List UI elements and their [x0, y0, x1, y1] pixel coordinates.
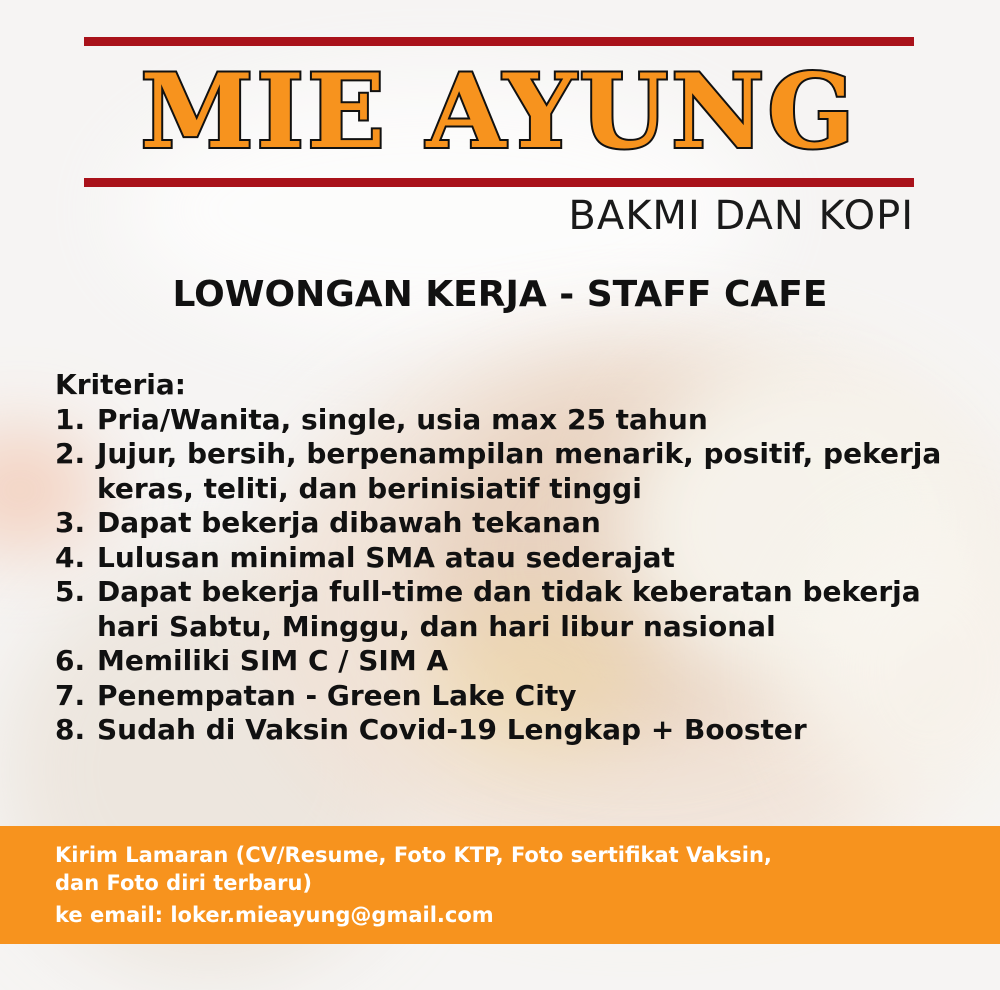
criteria-item-text: Sudah di Vaksin Covid-19 Lengkap + Booster [97, 713, 807, 746]
criteria-item-text: Jujur, bersih, berpenampilan menarik, positif, pekerja keras, teliti, dan berinisiatif tinggi [97, 437, 942, 505]
criteria-item-number: 4. [55, 540, 86, 574]
criteria-item [55, 403, 985, 438]
criteria-item-number: 7. [55, 678, 86, 712]
criteria-item [55, 679, 985, 714]
job-title: LOWONGAN KERJA - STAFF CAFE [172, 274, 828, 315]
criteria-item [55, 541, 985, 576]
application-email: ke email: loker.mieayung@gmail.com [55, 903, 494, 927]
criteria-item-number: 8. [55, 713, 86, 746]
criteria-item-text: Memiliki SIM C / SIM A [97, 644, 449, 677]
criteria-item-text: Penempatan - Green Lake City [97, 678, 577, 712]
criteria-item-text: Dapat bekerja full-time dan tidak keberatan bekerja hari Sabtu, Minggu, dan hari libur nasional [97, 575, 921, 643]
criteria-list [55, 403, 985, 748]
application-banner [0, 826, 1000, 944]
criteria-item-text: Dapat bekerja dibawah tekanan [97, 506, 601, 539]
criteria-item [55, 437, 985, 506]
criteria-item [55, 575, 985, 644]
criteria-item-number: 1. [55, 402, 86, 436]
criteria-item-text: Lulusan minimal SMA atau sederajat [97, 540, 675, 574]
brand-bottom-rule [84, 178, 914, 187]
criteria-item-number: 2. [55, 437, 86, 470]
application-instructions-line: dan Foto diri terbaru) [55, 871, 313, 895]
criteria-item-number: 3. [55, 506, 86, 539]
criteria-item [55, 713, 985, 748]
brand-tagline: BAKMI DAN KOPI [568, 193, 914, 239]
criteria-item-number: 5. [55, 575, 86, 608]
criteria-section [55, 368, 985, 748]
criteria-item-number: 6. [55, 644, 86, 677]
brand-name: MIE AYUNG [140, 52, 858, 172]
criteria-item [55, 644, 985, 679]
brand-top-rule [84, 37, 914, 46]
application-instructions-line: Kirim Lamaran (CV/Resume, Foto KTP, Foto sertifikat Vaksin, [55, 843, 772, 867]
criteria-item-text: Pria/Wanita, single, usia max 25 tahun [97, 402, 708, 436]
criteria-item [55, 506, 985, 541]
criteria-heading: Kriteria: [55, 368, 186, 401]
